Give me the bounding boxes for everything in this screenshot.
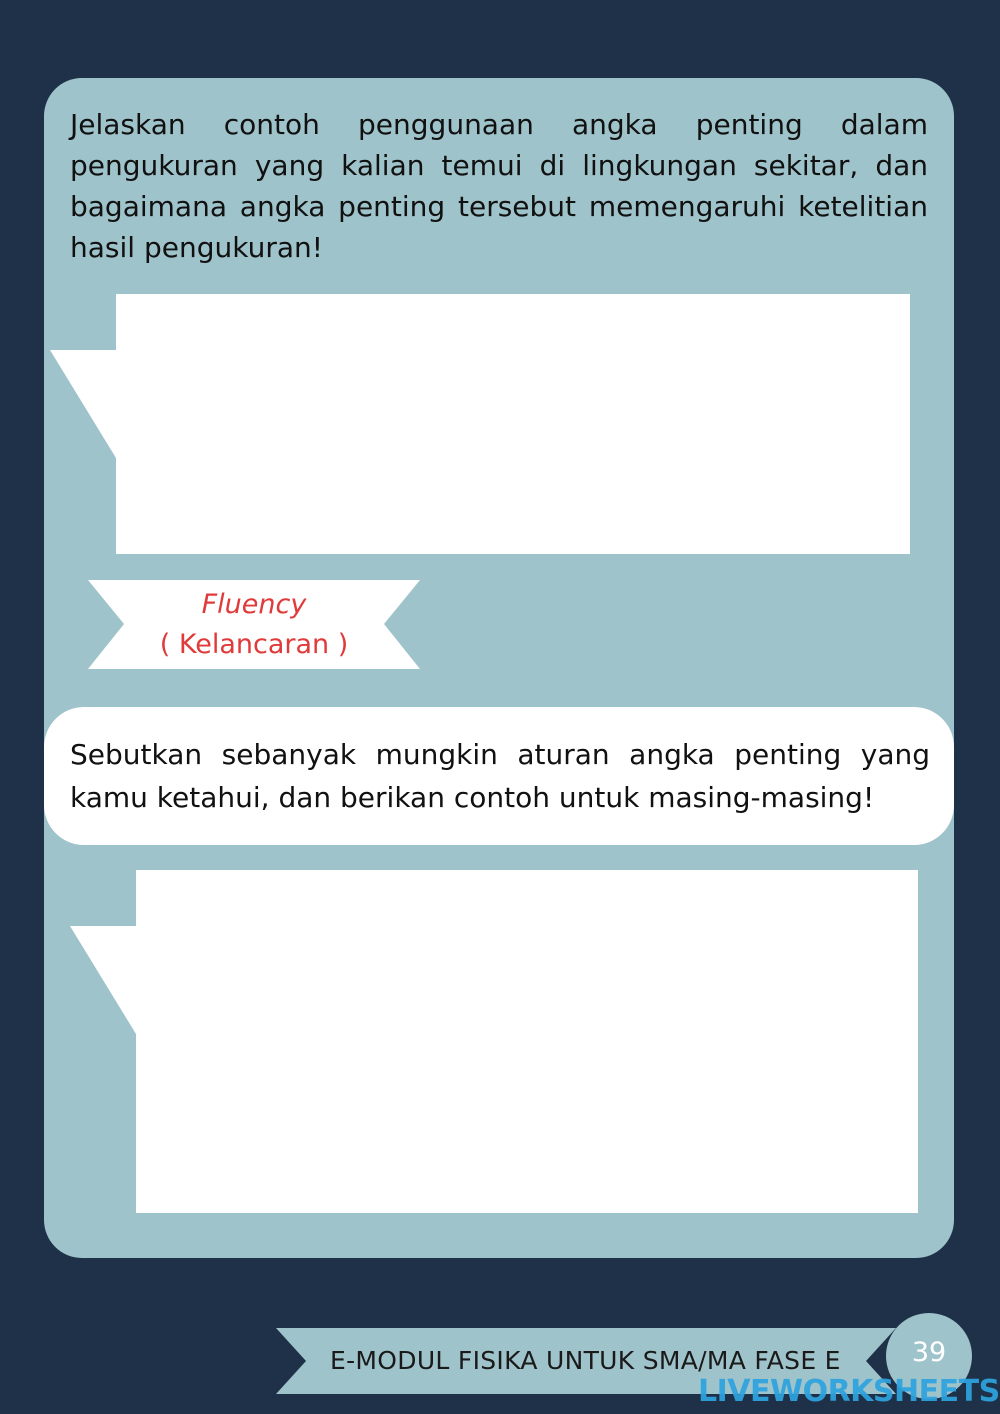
liveworksheets-watermark [693, 1373, 1000, 1409]
question-2-text: Sebutkan sebanyak mungkin aturan angka penting yang kamu ketahui, dan berikan contoh untuk masing-masing! [70, 738, 930, 814]
page-number: 39 [911, 1336, 947, 1368]
answer-box-2 [70, 870, 920, 1215]
liveworksheets-text: LIVEWORKSHEETS [698, 1373, 1000, 1409]
answer-input-1[interactable] [116, 294, 910, 554]
module-title: E-MODUL FISIKA UNTUK SMA/MA FASE E [330, 1346, 841, 1375]
skill-label-indonesian: ( Kelancaran ) [159, 628, 349, 660]
liveworksheets-logo-icon [693, 1380, 694, 1402]
answer-input-2[interactable] [136, 870, 918, 1213]
skill-label [88, 580, 420, 669]
skill-label-english: Fluency [201, 588, 307, 620]
answer-box-1 [50, 294, 910, 556]
question-1-text: Jelaskan contoh penggunaan angka penting dalam pengukuran yang kalian temui di lingkungan sekitar, dan bagaimana angka penting tersebut memengaruhi ketelitian hasil pengukuran! [70, 108, 928, 264]
